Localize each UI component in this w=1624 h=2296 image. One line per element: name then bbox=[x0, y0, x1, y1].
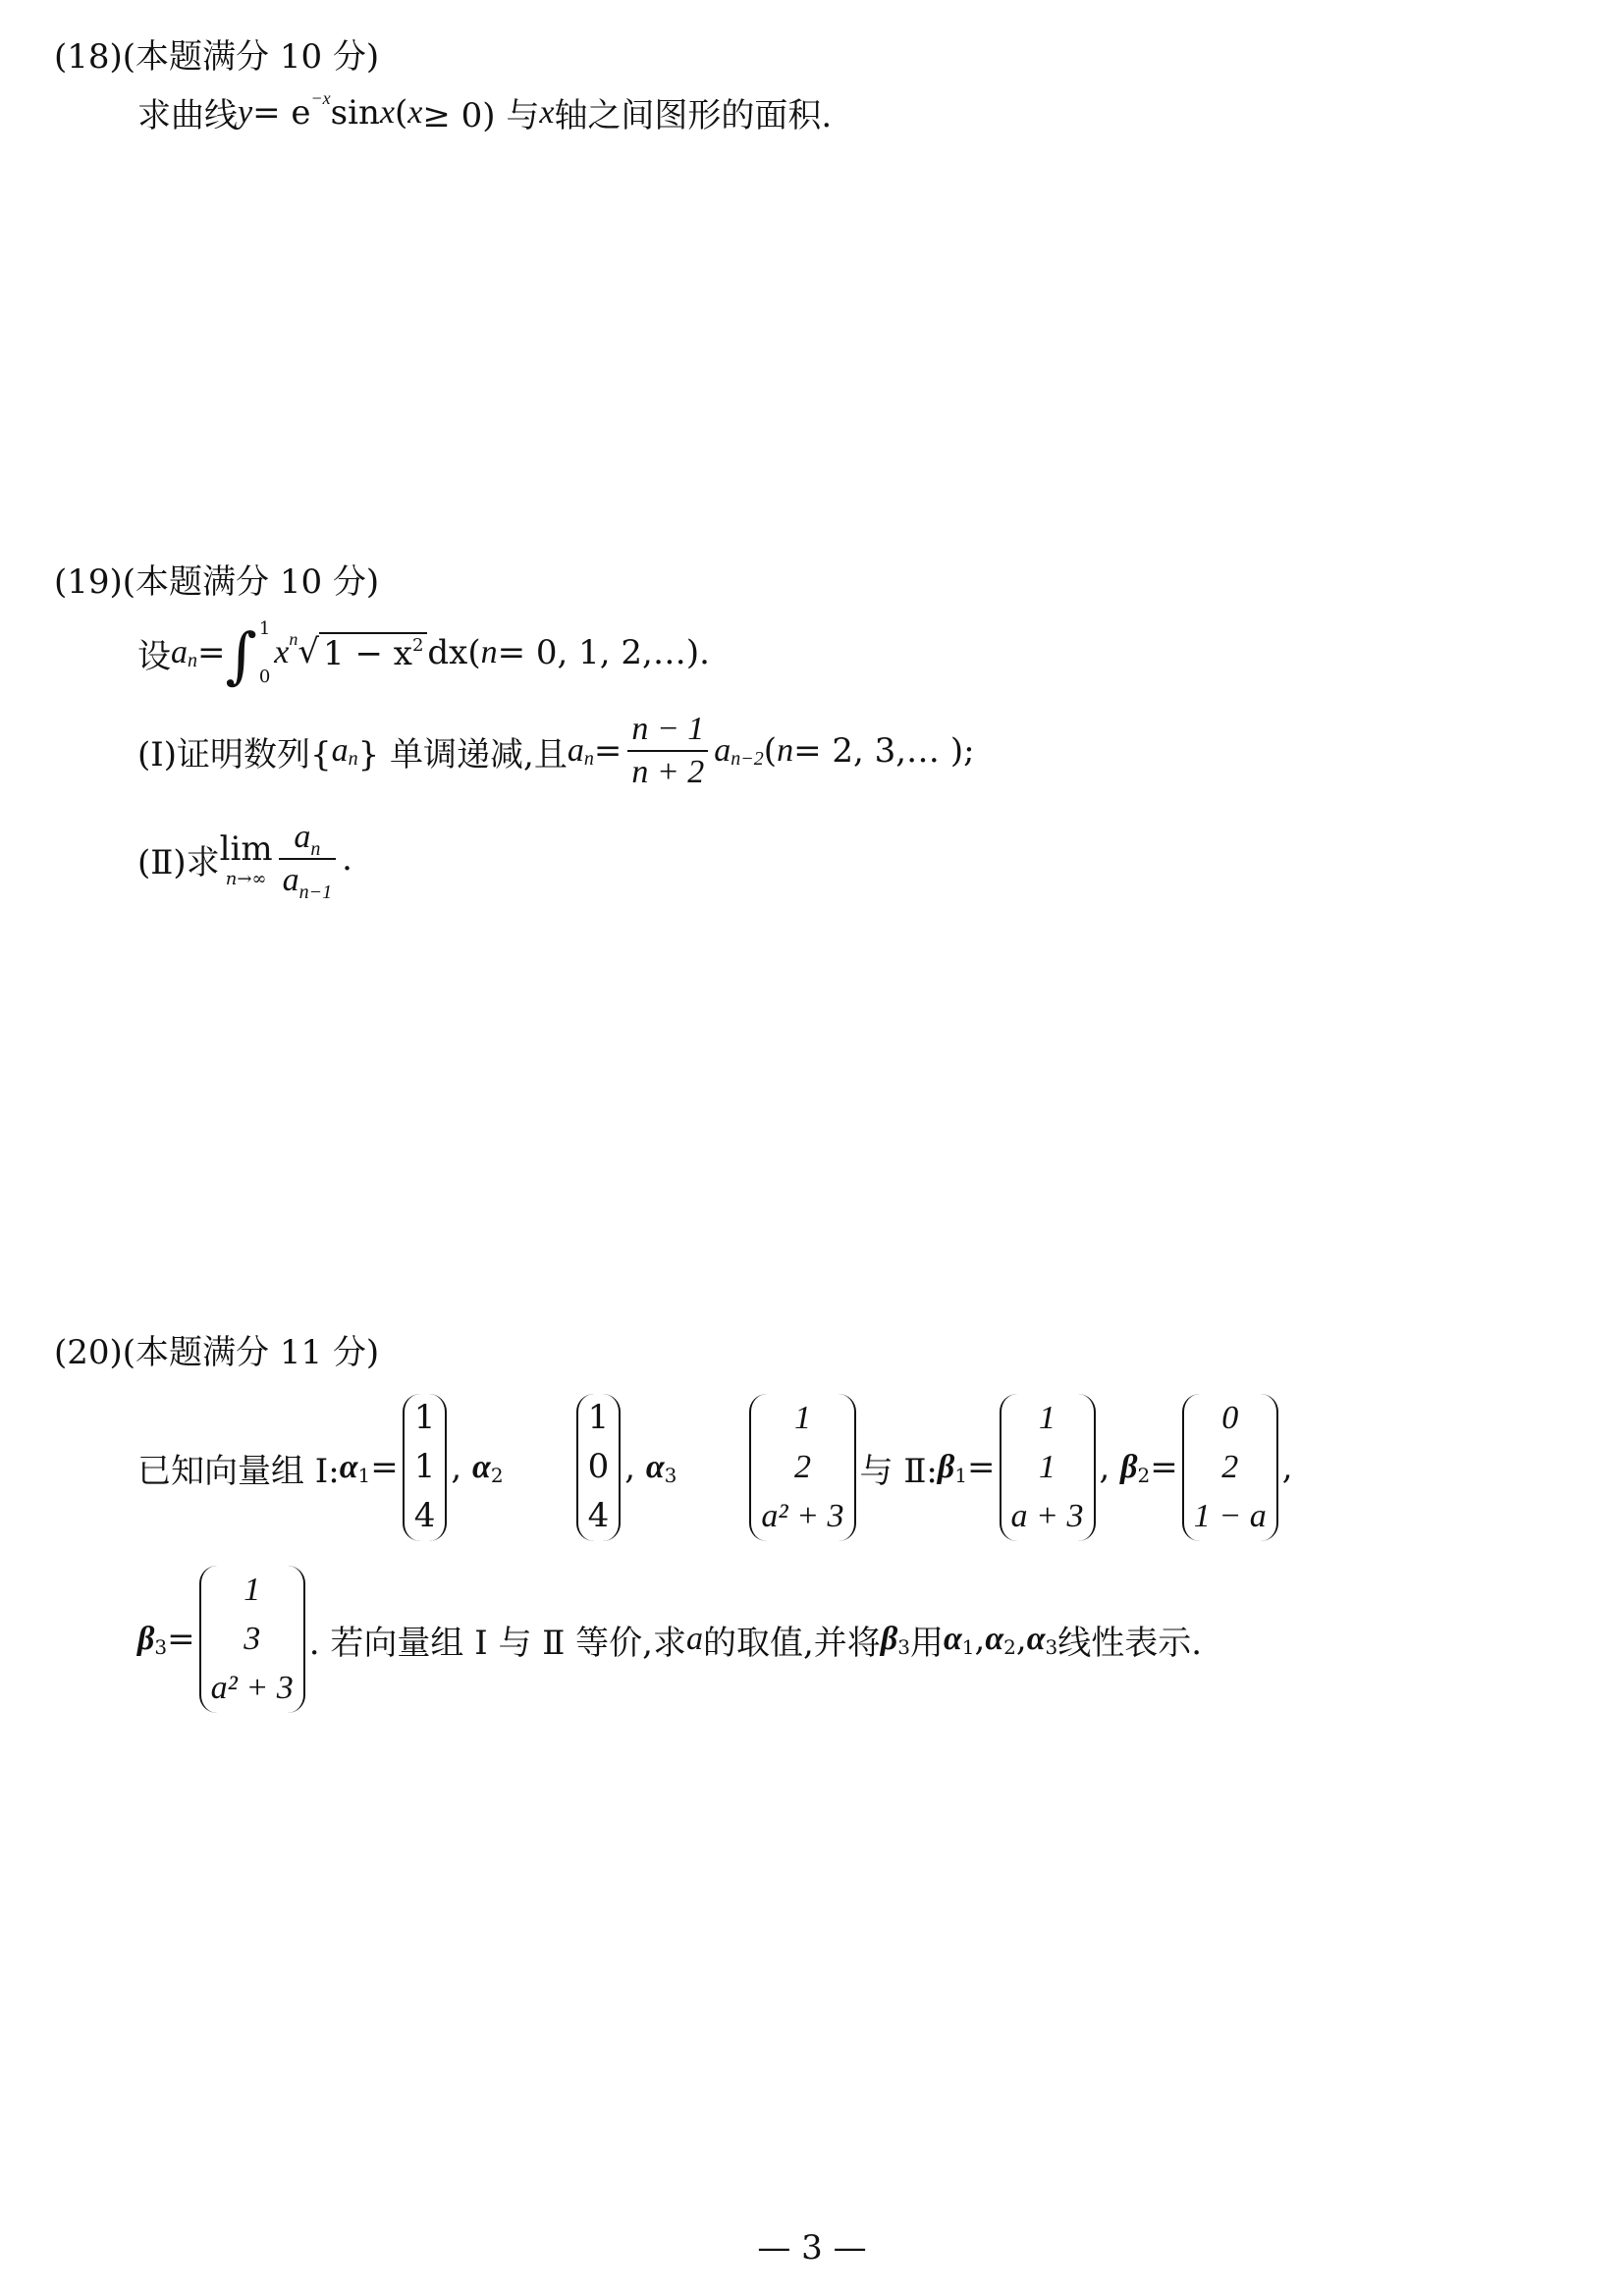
q19-part1-a3-sub: n−2 bbox=[731, 747, 764, 770]
q18-var-x2: x bbox=[407, 93, 423, 131]
q19-integral-limits bbox=[259, 618, 270, 687]
q20-tail-beta: β bbox=[880, 1621, 898, 1657]
q20-beta2-entry: 2 bbox=[1221, 1449, 1239, 1486]
q19-radicand bbox=[319, 632, 427, 673]
q20-beta3-eq: = bbox=[167, 1620, 195, 1659]
q20-beta3-entry: 1 bbox=[244, 1572, 261, 1609]
q20-tail-alpha3: α bbox=[1026, 1621, 1046, 1657]
q19-part1-a3: a bbox=[714, 732, 731, 769]
q19-frac-denominator: n + 2 bbox=[631, 754, 705, 790]
q20-tail-sep: , bbox=[974, 1620, 986, 1659]
q18-condition: ≥ 0) 与 bbox=[422, 96, 540, 135]
q19-range: = 0, 1, 2,…). bbox=[497, 633, 710, 672]
q20-comma: , bbox=[1281, 1448, 1293, 1487]
q20-comma: , bbox=[451, 1448, 462, 1487]
q20-alpha3-entry: 1 bbox=[793, 1400, 811, 1437]
q20-alpha1-matrix bbox=[403, 1394, 448, 1541]
q20-alpha1-entry: 1 bbox=[413, 1398, 436, 1438]
q18-paren: ( bbox=[394, 92, 408, 133]
q20-beta2-sub: 2 bbox=[1137, 1464, 1151, 1487]
q19-a-sub: n bbox=[188, 649, 197, 671]
q20-tail-alpha3-sub: 3 bbox=[1045, 1635, 1058, 1659]
q20-beta3-entry: 3 bbox=[244, 1621, 261, 1658]
q19-part2-numerator bbox=[290, 819, 324, 860]
q20-alpha2-matrix bbox=[576, 1394, 622, 1541]
q20-tail-3: 用 bbox=[909, 1623, 944, 1663]
q18-var-x1: x bbox=[379, 93, 395, 131]
q19-part2-bar bbox=[279, 858, 337, 860]
q20-alpha3-entry: 2 bbox=[793, 1449, 811, 1486]
q20-beta1-sub: 1 bbox=[954, 1464, 968, 1487]
q20-comma: , bbox=[624, 1448, 636, 1487]
q19-part2-period: . bbox=[342, 839, 352, 879]
q18-sin: sin bbox=[330, 92, 380, 133]
q20-beta1-matrix bbox=[1000, 1394, 1096, 1541]
q20-beta1-eq: = bbox=[967, 1448, 996, 1487]
q19-limit bbox=[220, 829, 273, 889]
q20-tail-4: 线性表示. bbox=[1057, 1623, 1203, 1663]
q20-alpha3-entry: a² + 3 bbox=[761, 1498, 844, 1535]
q19-x-exp: n bbox=[289, 628, 298, 649]
q20-alpha3-matrix bbox=[749, 1394, 855, 1541]
q20-beta2-entry: 0 bbox=[1221, 1400, 1239, 1437]
q18-eq: = e bbox=[252, 92, 311, 133]
q20-tail-alpha2-sub: 2 bbox=[1003, 1635, 1016, 1659]
q18-text-2: 轴之间图形的面积. bbox=[554, 96, 833, 135]
q20-alpha3-sub: 3 bbox=[664, 1464, 677, 1487]
q19-part1-a-sub: n bbox=[348, 747, 358, 770]
q20-tail-a: a bbox=[686, 1621, 703, 1657]
q20-alpha2-entry: 0 bbox=[587, 1447, 610, 1487]
q20-alpha1-entry: 1 bbox=[413, 1447, 436, 1487]
q19-frac-numerator: n − 1 bbox=[631, 711, 705, 747]
q19-part2-denominator bbox=[279, 862, 337, 903]
q20-beta3-sub: 3 bbox=[154, 1635, 168, 1659]
q18-statement bbox=[137, 88, 832, 136]
q20-vectors-row bbox=[137, 1389, 1293, 1546]
q19-part1-label: (Ⅰ)证明数列{ bbox=[137, 734, 332, 774]
q19-part1-mid: } 单调递减,且 bbox=[357, 734, 568, 774]
q20-beta3-entry: a² + 3 bbox=[210, 1670, 294, 1707]
q20-alpha1-symbol: α bbox=[339, 1449, 358, 1485]
q20-beta1-entry: 1 bbox=[1039, 1449, 1056, 1486]
q19-part1-n3: n bbox=[777, 732, 794, 769]
q20-alpha2-sub: 2 bbox=[490, 1464, 504, 1487]
q19-frac-bar bbox=[627, 750, 708, 752]
q20-header: (20)(本题满分 11 分) bbox=[54, 1333, 380, 1372]
q19-part1-a2-sub: n bbox=[583, 747, 594, 770]
q20-tail-1: . 若向量组 Ⅰ 与 Ⅱ 等价,求 bbox=[308, 1623, 686, 1663]
q20-beta1-symbol: β bbox=[937, 1449, 955, 1485]
q19-x: x bbox=[274, 634, 290, 670]
q19-radicand-text: 1 − x bbox=[323, 634, 412, 673]
q20-beta2-symbol: β bbox=[1120, 1449, 1138, 1485]
q19-part1-a2: a bbox=[567, 732, 584, 769]
q19-part1-a: a bbox=[331, 732, 349, 769]
q20-tail-alpha1-sub: 1 bbox=[961, 1635, 975, 1659]
q19-part2-fraction bbox=[279, 819, 337, 903]
q20-tail-alpha2: α bbox=[985, 1621, 1004, 1657]
q18-var-x3: x bbox=[539, 93, 555, 131]
page-number: — 3 — bbox=[757, 2228, 867, 2268]
q19-integral-sign: ∫ bbox=[225, 618, 257, 691]
q20-tail-beta-sub: 3 bbox=[897, 1635, 910, 1659]
q19-set: 设 bbox=[137, 636, 171, 676]
q20-beta2-matrix bbox=[1182, 1394, 1278, 1541]
q19-part1-tail: = 2, 3,… ); bbox=[793, 731, 975, 771]
q19-upper-limit: 1 bbox=[258, 618, 271, 639]
q19-part1-fraction bbox=[627, 711, 708, 791]
q20-alpha1-eq: = bbox=[370, 1448, 399, 1487]
q19-part2 bbox=[137, 810, 352, 908]
q19-part1-eq: = bbox=[593, 731, 623, 771]
q19-n: n bbox=[480, 634, 498, 670]
q19-definition bbox=[137, 614, 710, 692]
q20-beta1-entry: 1 bbox=[1039, 1400, 1056, 1437]
q19-part2-num-sub: n bbox=[310, 838, 321, 860]
q19-a: a bbox=[171, 634, 188, 670]
q20-beta2-eq: = bbox=[1150, 1448, 1178, 1487]
q19-eq: = bbox=[197, 633, 226, 672]
q19-part2-label: (Ⅱ)求 bbox=[137, 842, 220, 882]
q19-radicand-exp: 2 bbox=[411, 635, 424, 656]
q20-tail-alpha1: α bbox=[943, 1621, 962, 1657]
q19-lower-limit: 0 bbox=[258, 667, 271, 687]
q20-tail-sep: , bbox=[1015, 1620, 1027, 1659]
q20-intro: 已知向量组 Ⅰ: bbox=[137, 1451, 340, 1491]
q19-part2-den-a: a bbox=[282, 862, 299, 898]
q19-dx: dx( bbox=[427, 633, 481, 672]
q20-alpha1-entry: 4 bbox=[413, 1496, 436, 1536]
q20-beta1-entry: a + 3 bbox=[1010, 1498, 1084, 1535]
q20-beta3-matrix bbox=[199, 1566, 305, 1713]
q18-header: (18)(本题满分 10 分) bbox=[54, 37, 380, 77]
q19-sqrt bbox=[298, 632, 427, 673]
q20-alpha2-symbol: α bbox=[472, 1449, 491, 1485]
q19-part2-den-sub: n−1 bbox=[298, 881, 333, 903]
q19-sqrt-sign: √ bbox=[298, 632, 320, 671]
q20-beta3-symbol: β bbox=[137, 1621, 155, 1657]
q18-text-1: 求曲线 bbox=[137, 96, 238, 135]
q20-tail-2: 的取值,并将 bbox=[703, 1623, 881, 1663]
q20-alpha2-entry: 4 bbox=[587, 1496, 610, 1536]
q18-exponent: −x bbox=[310, 88, 331, 108]
q20-alpha2-entry: 1 bbox=[587, 1398, 610, 1438]
q19-lim-text: lim bbox=[219, 828, 273, 869]
q19-part2-num-a: a bbox=[294, 819, 311, 855]
q20-comma: , bbox=[1099, 1448, 1110, 1487]
q19-part1-paren: ( bbox=[763, 731, 778, 771]
q20-alpha1-sub: 1 bbox=[357, 1464, 371, 1487]
q20-beta2-entry: 1 − a bbox=[1193, 1498, 1267, 1535]
q20-alpha3-symbol: α bbox=[645, 1449, 665, 1485]
q20-beta3-row bbox=[137, 1561, 1202, 1718]
q20-and-group2: 与 Ⅱ: bbox=[859, 1451, 938, 1491]
q19-lim-under: n→∞ bbox=[225, 868, 267, 889]
q18-var-y: y bbox=[238, 93, 253, 131]
q19-header: (19)(本题满分 10 分) bbox=[54, 562, 380, 602]
q19-part1 bbox=[137, 707, 975, 795]
